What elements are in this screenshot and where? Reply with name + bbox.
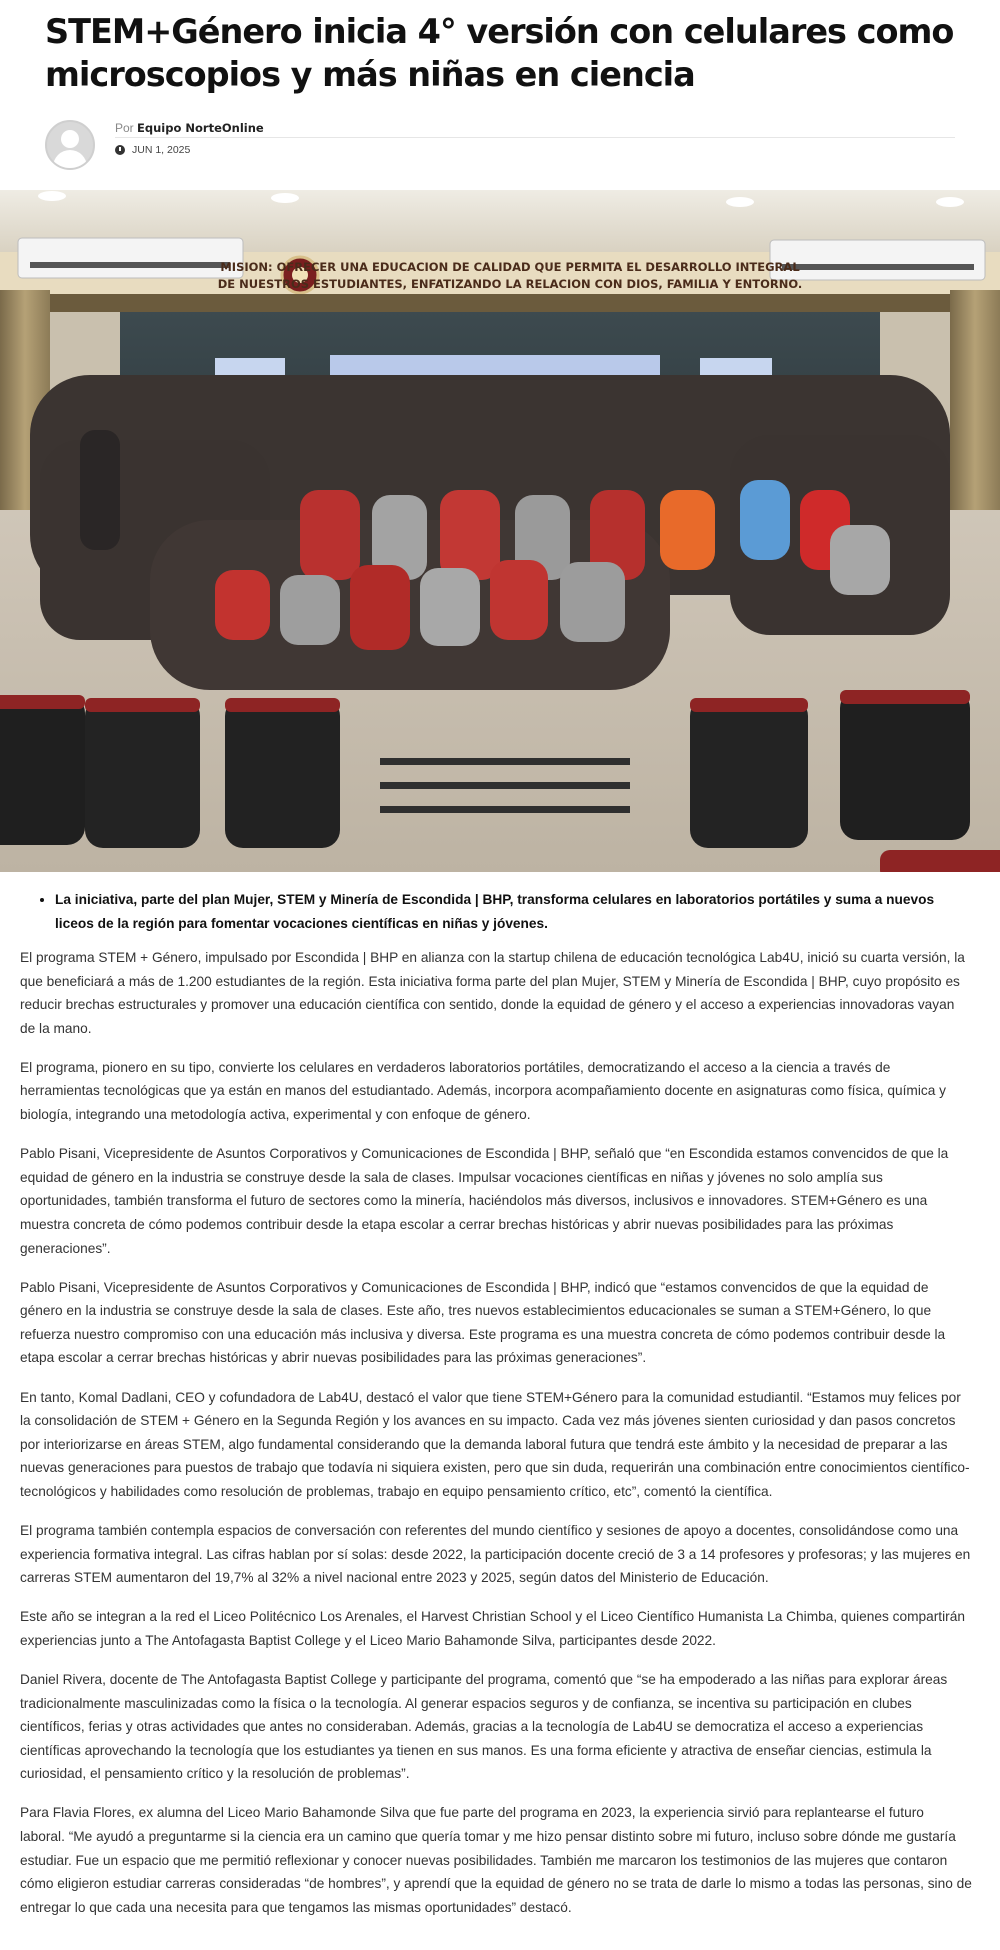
article-featured-image — [0, 190, 1000, 872]
paragraph: Para Flavia Flores, ex alumna del Liceo Mario Bahamonde Silva que fue parte del programa en 2023, la experiencia sirvió para replantearse el futuro laboral. “Me ayudó a preguntarme si la ciencia era un camino que quería tomar y me hizo pensar distinto sobre mi futuro, incluso sobre dónde me gustaría estudiar. Fue un espacio que me permitió reflexionar y conocer nuevas posibilidades. También me marcaron los testimonios de las mujeres que contaron cómo eligieron estudiar carreras consideradas “de hombres”, y aprendí que la equidad de género no se trata de darle lo mismo a todas las personas, sino de entregar lo que cada una necesita para que tengamos las mismas oportunidades” destacó. — [20, 1805, 972, 1915]
paragraph: El programa, pionero en su tipo, convierte los celulares en verdaderos laboratorios portátiles, democratizando el acceso a la ciencia a través de herramientas tecnológicas que ya están en manos del estudiantado. Además, incorpora acompañamiento docente en asignaturas como física, química y biología, integrando una metodología activa, experimental y con enfoque de género. — [20, 1059, 946, 1123]
paragraph: En tanto, Komal Dadlani, CEO y cofundadora de Lab4U, destacó el valor que tiene STEM+Género para la comunidad estudiantil. “Estamos muy felices por la consolidación de STEM + Género en la Segunda Región y los avances en su impacto. Cada vez más jóvenes sienten curiosidad y dan pasos concretos por interiorizarse en áreas STEM, algo fundamental considerando que la demanda laboral futura que tendrá este ámbito y la necesidad de preparar a las nuevas generaciones para puestos de trabajo que todavía ni siquiera existen, pero que sin duda, requerirán una combinación entre conocimientos científico-tecnológicos y habilidades como resolución de problemas, trabajo en equipo pensamiento crítico, etc”, comentó la científica. — [20, 1389, 970, 1499]
auditorium-photo — [0, 190, 1000, 872]
author-link[interactable]: Equipo NorteOnline — [137, 121, 264, 135]
paragraph: El programa STEM + Género, impulsado por Escondida | BHP en alianza con la startup chilena de educación tecnológica Lab4U, inició su cuarta versión, la que beneficiará a más de 1.200 estudiantes de la región. Esta iniciativa forma parte del plan Mujer, STEM y Minería de Escondida | BHP, cuyo propósito es reducir brechas estructurales y promover una educación científica con sentido, donde la equidad de género y el acceso a experiencias innovadoras vayan de la mano. — [20, 950, 965, 1036]
publish-date: JUN 1, 2025 — [132, 144, 191, 156]
author-line — [115, 121, 955, 138]
article-header — [0, 0, 1000, 190]
byline-meta — [115, 120, 955, 156]
paragraph: Pablo Pisani, Vicepresidente de Asuntos Corporativos y Comunicaciones de Escondida | BHP, señaló que “en Escondida estamos convencidos de que la equidad de género en la industria se construye desde la sala de clases. Impulsar vocaciones científicas en niñas y jóvenes no solo amplía sus oportunidades, también transforma el futuro de sectores como la minería, haciéndolos más diversos, inclusivos e innovadores. STEM+Género es una muestra concreta de cómo podemos contribuir desde la etapa escolar a cerrar brechas históricas y abrir nuevas posibilidades para las próximas generaciones”. — [20, 1146, 949, 1256]
banner-line-2: DE NUESTROS ESTUDIANTES, ENFATIZANDO LA RELACION CON DIOS, FAMILIA Y ENTORNO. — [217, 277, 803, 291]
clock-icon — [115, 145, 125, 155]
article-title: STEM+Género inicia 4° versión con celulares como microscopios y más niñas en ciencia — [45, 12, 954, 94]
article-body — [20, 888, 972, 1935]
paragraph: El programa también contempla espacios de conversación con referentes del mundo científico y sesiones de apoyo a docentes, consolidándose como una experiencia formativa integral. Las cifras hablan por sí solas: desde 2022, la participación docente creció de 3 a 14 profesores y profesoras; y las mujeres en carreras STEM aumentaron del 19,7% al 32% a nivel nacional entre 2023 y 2025, según datos del Ministerio de Educación. — [20, 1522, 971, 1586]
banner-line-1: MISION: OFRECER UNA EDUCACION DE CALIDAD QUE PERMITA EL DESARROLLO INTEGRAL — [220, 260, 800, 274]
paragraph: Este año se integran a la red el Liceo Politécnico Los Arenales, el Harvest Christian School y el Liceo Científico Humanista La Chimba, quienes compartirán experiencias junto a The Antofagasta Baptist College y el Liceo Mario Bahamonde Silva, participantes desde 2022. — [20, 1609, 965, 1648]
byline — [45, 120, 955, 190]
date-line — [115, 144, 955, 156]
paragraph: Pablo Pisani, Vicepresidente de Asuntos Corporativos y Comunicaciones de Escondida | BHP, indicó que “estamos convencidos de que la equidad de género en la industria se construye desde la sala de clases. Este año, tres nuevos establecimientos educacionales se suman a STEM+Género, lo que refuerza nuestro compromiso con una educación más inclusiva y diversa. Este programa es una muestra concreta de cómo podemos contribuir desde la etapa escolar a cerrar brechas históricas y abrir nuevas posibilidades para las próximas generaciones”. — [20, 1279, 946, 1366]
author-prefix: Por — [115, 121, 134, 135]
article-summary — [20, 888, 972, 936]
paragraph: Daniel Rivera, docente de The Antofagasta Baptist College y participante del programa, comentó que “se ha empoderado a las niñas para explorar áreas tradicionalmente masculinizadas como la física o la tecnología. Al generar espacios seguros y de confianza, se incentiva su participación en clubes científicos, ferias y otras actividades que antes no consideraban. Además, gracias a la tecnología de Lab4U se democratiza el acceso a experiencias científicas aprovechando la tecnología que los estudiantes ya tienen en sus manos. Es una forma eficiente y atractiva de enseñar ciencias, estimula la curiosidad, el pensamiento crítico y la resolución de problemas”. — [20, 1671, 948, 1782]
author-avatar[interactable] — [45, 120, 95, 170]
summary-item: • La iniciativa, parte del plan Mujer, STEM y Minería de Escondida | BHP, transforma celulares en laboratorios portátiles y suma a nuevos liceos de la región para fomentar vocaciones científicas en niñas y jóvenes. — [55, 888, 972, 936]
